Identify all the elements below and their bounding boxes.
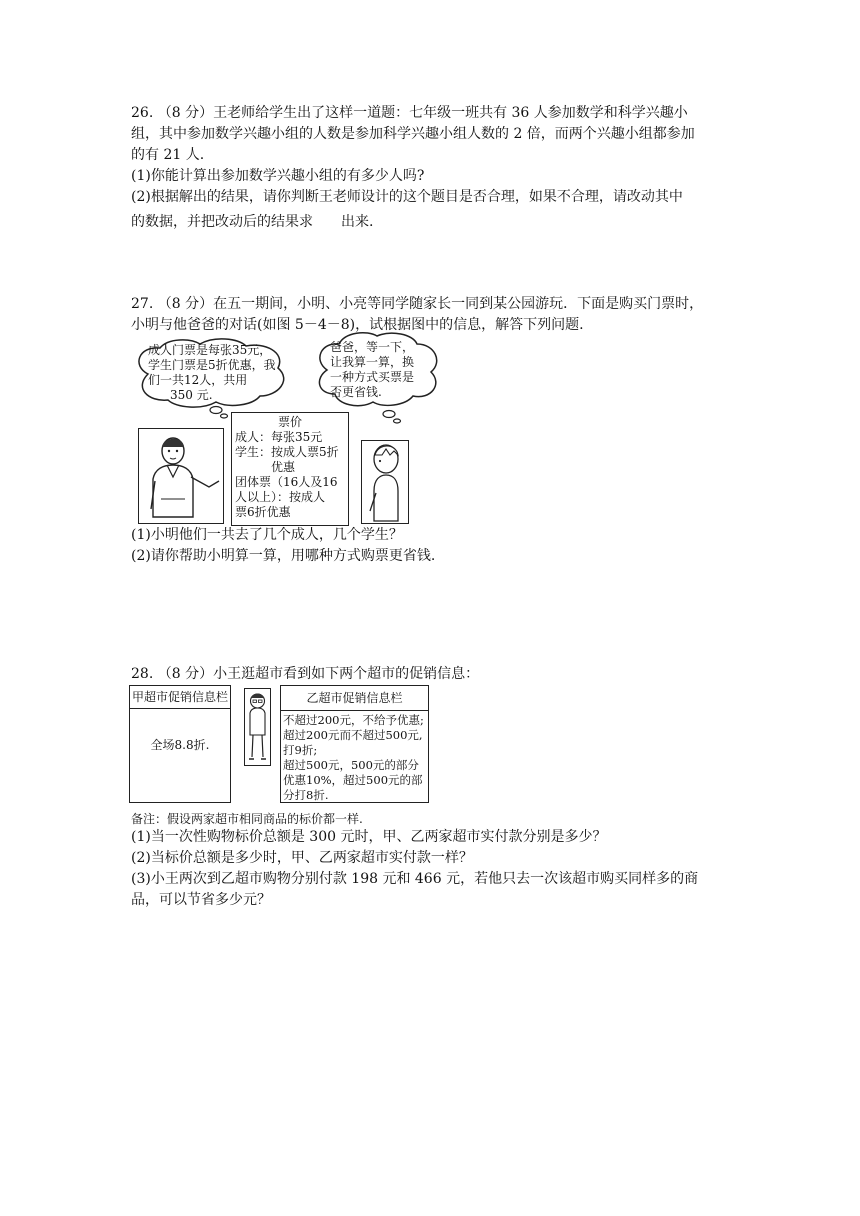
q26-part1: (1)你能计算出参加数学兴趣小组的有多少人吗?: [131, 168, 425, 184]
ticket-price-line3: 优惠: [235, 460, 296, 474]
ticket-price-line2: 学生：按成人票5折: [235, 445, 339, 459]
jia-supermarket-box: [129, 685, 231, 803]
yi-supermarket-box: [280, 685, 429, 803]
boy-illustration: [362, 441, 408, 523]
q28-line1: 28. （8 分）小王逛超市看到如下两个超市的促销信息：: [131, 666, 480, 682]
bubble-right-line1: 爸爸，等一下，: [330, 340, 415, 354]
father-picture: [138, 428, 224, 524]
q28-part3a: (3)小王两次到乙超市购物分别付款 198 元和 466 元，若他只去一次该超市购买同样多的商: [131, 871, 699, 887]
ticket-price-line5: 人以上）：按成人: [235, 490, 326, 504]
q27-part1: (1)小明他们一共去了几个成人，几个学生？: [131, 527, 403, 543]
bubble-right-line3: 一种方式买票是: [330, 370, 415, 384]
yi-rule-line2: 超过200元而不超过500元,: [283, 728, 423, 742]
q27-line1: 27. （8 分）在五一期间，小明、小亮等同学随家长一同到某公园游玩．下面是购买门票时，: [131, 296, 704, 312]
bubble-right-line2: 让我算一算，换: [330, 355, 415, 369]
jia-supermarket-discount: 全场8.8折.: [150, 738, 210, 752]
q26-part2b: 的数据，并把改动后的结果求 出来.: [131, 214, 374, 230]
q27-line2: 小明与他爸爸的对话(如图 5－4－8)，试根据图中的信息，解答下列问题.: [131, 317, 584, 333]
q27-part2: (2)请你帮助小明算一算，用哪种方式购票更省钱.: [131, 548, 436, 564]
q28-note: 备注：假设两家超市相同商品的标价都一样.: [131, 812, 363, 826]
q28-part1: (1)当一次性购物标价总额是 300 元时，甲、乙两家超市实付款分别是多少？: [131, 829, 607, 845]
ticket-price-title: 票价: [277, 415, 302, 429]
bubble-right-line4: 否更省钱.: [330, 385, 382, 399]
q26-line1: 26. （8 分）王老师给学生出了这样一道题：七年级一班共有 36 人参加数学和科学兴趣小: [131, 105, 688, 121]
shopper-picture: [244, 688, 271, 766]
q26-line2: 组，其中参加数学兴趣小组的人数是参加科学兴趣小组人数的 2 倍，而两个兴趣小组都参加: [131, 126, 695, 142]
q26-part2a: (2)根据解出的结果，请你判断王老师设计的这个题目是否合理，如果不合理，请改动其中: [131, 189, 683, 205]
shopper-illustration: [245, 689, 270, 765]
ticket-price-line4: 团体票（16人及16: [235, 475, 338, 489]
ticket-price-line1: 成人：每张35元: [235, 430, 323, 444]
father-illustration: [139, 429, 223, 523]
bubble-left-line3: 们一共12人，共用: [148, 373, 248, 387]
bubble-left-line2: 学生门票是5折优惠，我: [148, 358, 276, 372]
ticket-price-line6: 票6折优惠: [235, 505, 291, 519]
yi-rule-line6: 分打8折.: [283, 788, 329, 802]
yi-rule-line1: 不超过200元，不给予优惠;: [283, 713, 424, 727]
yi-rule-line3: 打9折;: [283, 743, 318, 757]
yi-supermarket-title: 乙超市促销信息栏: [281, 686, 428, 711]
q28-part3b: 品，可以节省多少元？: [131, 892, 271, 908]
bubble-left-line4: 350 元.: [170, 388, 213, 402]
yi-rule-line4: 超过500元，500元的部分: [283, 758, 419, 772]
q28-part2: (2)当标价总额是多少时，甲、乙两家超市实付款一样？: [131, 850, 473, 866]
q26-line3: 的有 21 人.: [131, 147, 205, 163]
bubble-left-line1: 成人门票是每张35元，: [148, 343, 272, 357]
boy-picture: [361, 440, 409, 524]
yi-rule-line5: 优惠10%，超过500元的部: [283, 773, 423, 787]
jia-supermarket-title: 甲超市促销信息栏: [130, 686, 230, 709]
